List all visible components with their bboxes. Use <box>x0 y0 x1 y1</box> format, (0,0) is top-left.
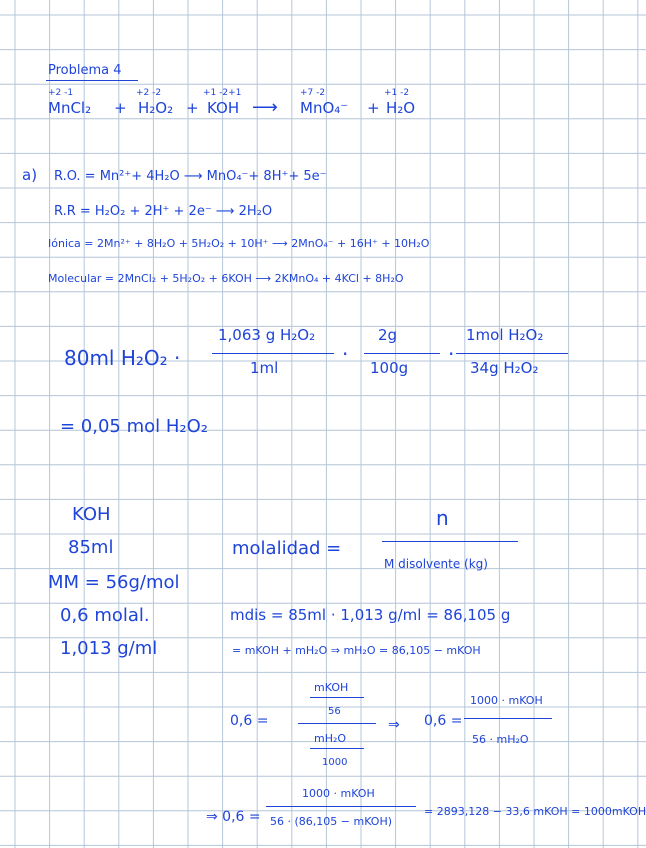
reduction-line: R.R = H₂O₂ + 2H⁺ + 2e⁻ ⟶ 2H₂O <box>54 204 273 219</box>
frac-eq-rhs-num: 1000 · mKOH <box>470 694 543 707</box>
koh-molar-mass: MM = 56g/mol <box>48 572 180 593</box>
frac-eq-rhs-den: 56 · mH₂O <box>472 733 529 746</box>
calc1-dot-1: · <box>342 342 349 366</box>
calc1-frac1-num: 1,063 g H₂O₂ <box>218 326 316 344</box>
frac-eq-bot-bar <box>310 748 364 749</box>
ox-number-mncl2: +2 -1 <box>48 88 74 98</box>
calc1-start: 80ml H₂O₂ · <box>64 346 181 370</box>
calc1-frac3-bar <box>456 353 568 354</box>
problem-title: Problema 4 <box>48 63 122 78</box>
molalidad-label: molalidad = <box>232 538 342 559</box>
final-den: 56 · (86,105 − mKOH) <box>270 815 393 828</box>
eq-arrow: ⟶ <box>252 97 278 118</box>
frac-eq-lhs: 0,6 = <box>230 713 269 729</box>
reduction-oxidation-line: R.O. = Mn²⁺+ 4H₂O ⟶ MnO₄⁻+ 8H⁺+ 5e⁻ <box>54 169 327 184</box>
eq-h2o: H₂O <box>386 99 416 117</box>
molalidad-denominator: M disolvente (kg) <box>384 557 488 571</box>
frac-eq-main-bar <box>298 723 376 724</box>
koh-density: 1,013 g/ml <box>60 638 158 659</box>
calc1-frac2-den: 100g <box>370 359 409 377</box>
final-rhs: = 2893,128 − 33,6 mKOH = 1000mKOH <box>424 805 646 818</box>
calc1-frac3-den: 34g H₂O₂ <box>470 359 539 377</box>
koh-volume: 85ml <box>68 537 114 558</box>
mdis-line-1: mdis = 85ml · 1,013 g/ml = 86,105 g <box>230 606 511 624</box>
frac-eq-top-num: mKOH <box>314 681 349 694</box>
eq-plus-2: + <box>186 99 199 117</box>
molalidad-bar <box>382 541 518 542</box>
calc1-frac3-num: 1mol H₂O₂ <box>466 326 544 344</box>
calc1-frac1-bar <box>212 353 334 354</box>
frac-eq-rhs-bar <box>464 718 552 719</box>
koh-label: KOH <box>72 504 111 525</box>
ox-number-h2o2: +2 -2 <box>136 88 162 98</box>
frac-eq-top-bar <box>310 697 364 698</box>
calc1-frac2-bar <box>364 353 440 354</box>
part-a-label: a) <box>22 166 38 184</box>
eq-h2o2: H₂O₂ <box>138 99 174 117</box>
eq-plus-1: + <box>114 99 127 117</box>
calc1-dot-2: · <box>448 342 455 366</box>
title-underline <box>46 80 138 81</box>
molalidad-numerator: n <box>436 506 449 530</box>
eq-mno4: MnO₄⁻ <box>300 99 349 117</box>
frac-eq-rhs-lhs: 0,6 = <box>424 713 463 729</box>
frac-eq-bot-den: 1000 <box>322 757 348 768</box>
frac-eq-top-den: 56 <box>328 706 341 717</box>
eq-koh: KOH <box>207 99 240 117</box>
final-lhs: ⇒ 0,6 = <box>206 809 261 825</box>
calc1-frac1-den: 1ml <box>250 359 279 377</box>
final-num: 1000 · mKOH <box>302 787 375 800</box>
mdis-line-2: = mKOH + mH₂O ⇒ mH₂O = 86,105 − mKOH <box>232 644 481 657</box>
koh-molality: 0,6 molal. <box>60 605 150 626</box>
final-bar <box>266 806 416 807</box>
ox-number-h2o: +1 -2 <box>384 88 410 98</box>
ionic-equation-line: Iónica = 2Mn²⁺ + 8H₂O + 5H₂O₂ + 10H⁺ ⟶ 2MnO₄⁻ + 16H⁺ + 10H₂O <box>48 237 430 250</box>
molecular-equation-line: Molecular = 2MnCl₂ + 5H₂O₂ + 6KOH ⟶ 2KMnO₄ + 4KCl + 8H₂O <box>48 272 404 285</box>
frac-eq-arrow: ⇒ <box>388 717 400 733</box>
calc1-frac2-num: 2g <box>378 326 398 344</box>
calc1-result: = 0,05 mol H₂O₂ <box>60 416 209 437</box>
frac-eq-bot-num: mH₂O <box>314 732 347 745</box>
eq-plus-3: + <box>367 99 380 117</box>
ox-number-koh: +1 -2+1 <box>203 88 242 98</box>
ox-number-mno4: +7 -2 <box>300 88 326 98</box>
eq-mncl2: MnCl₂ <box>48 99 92 117</box>
